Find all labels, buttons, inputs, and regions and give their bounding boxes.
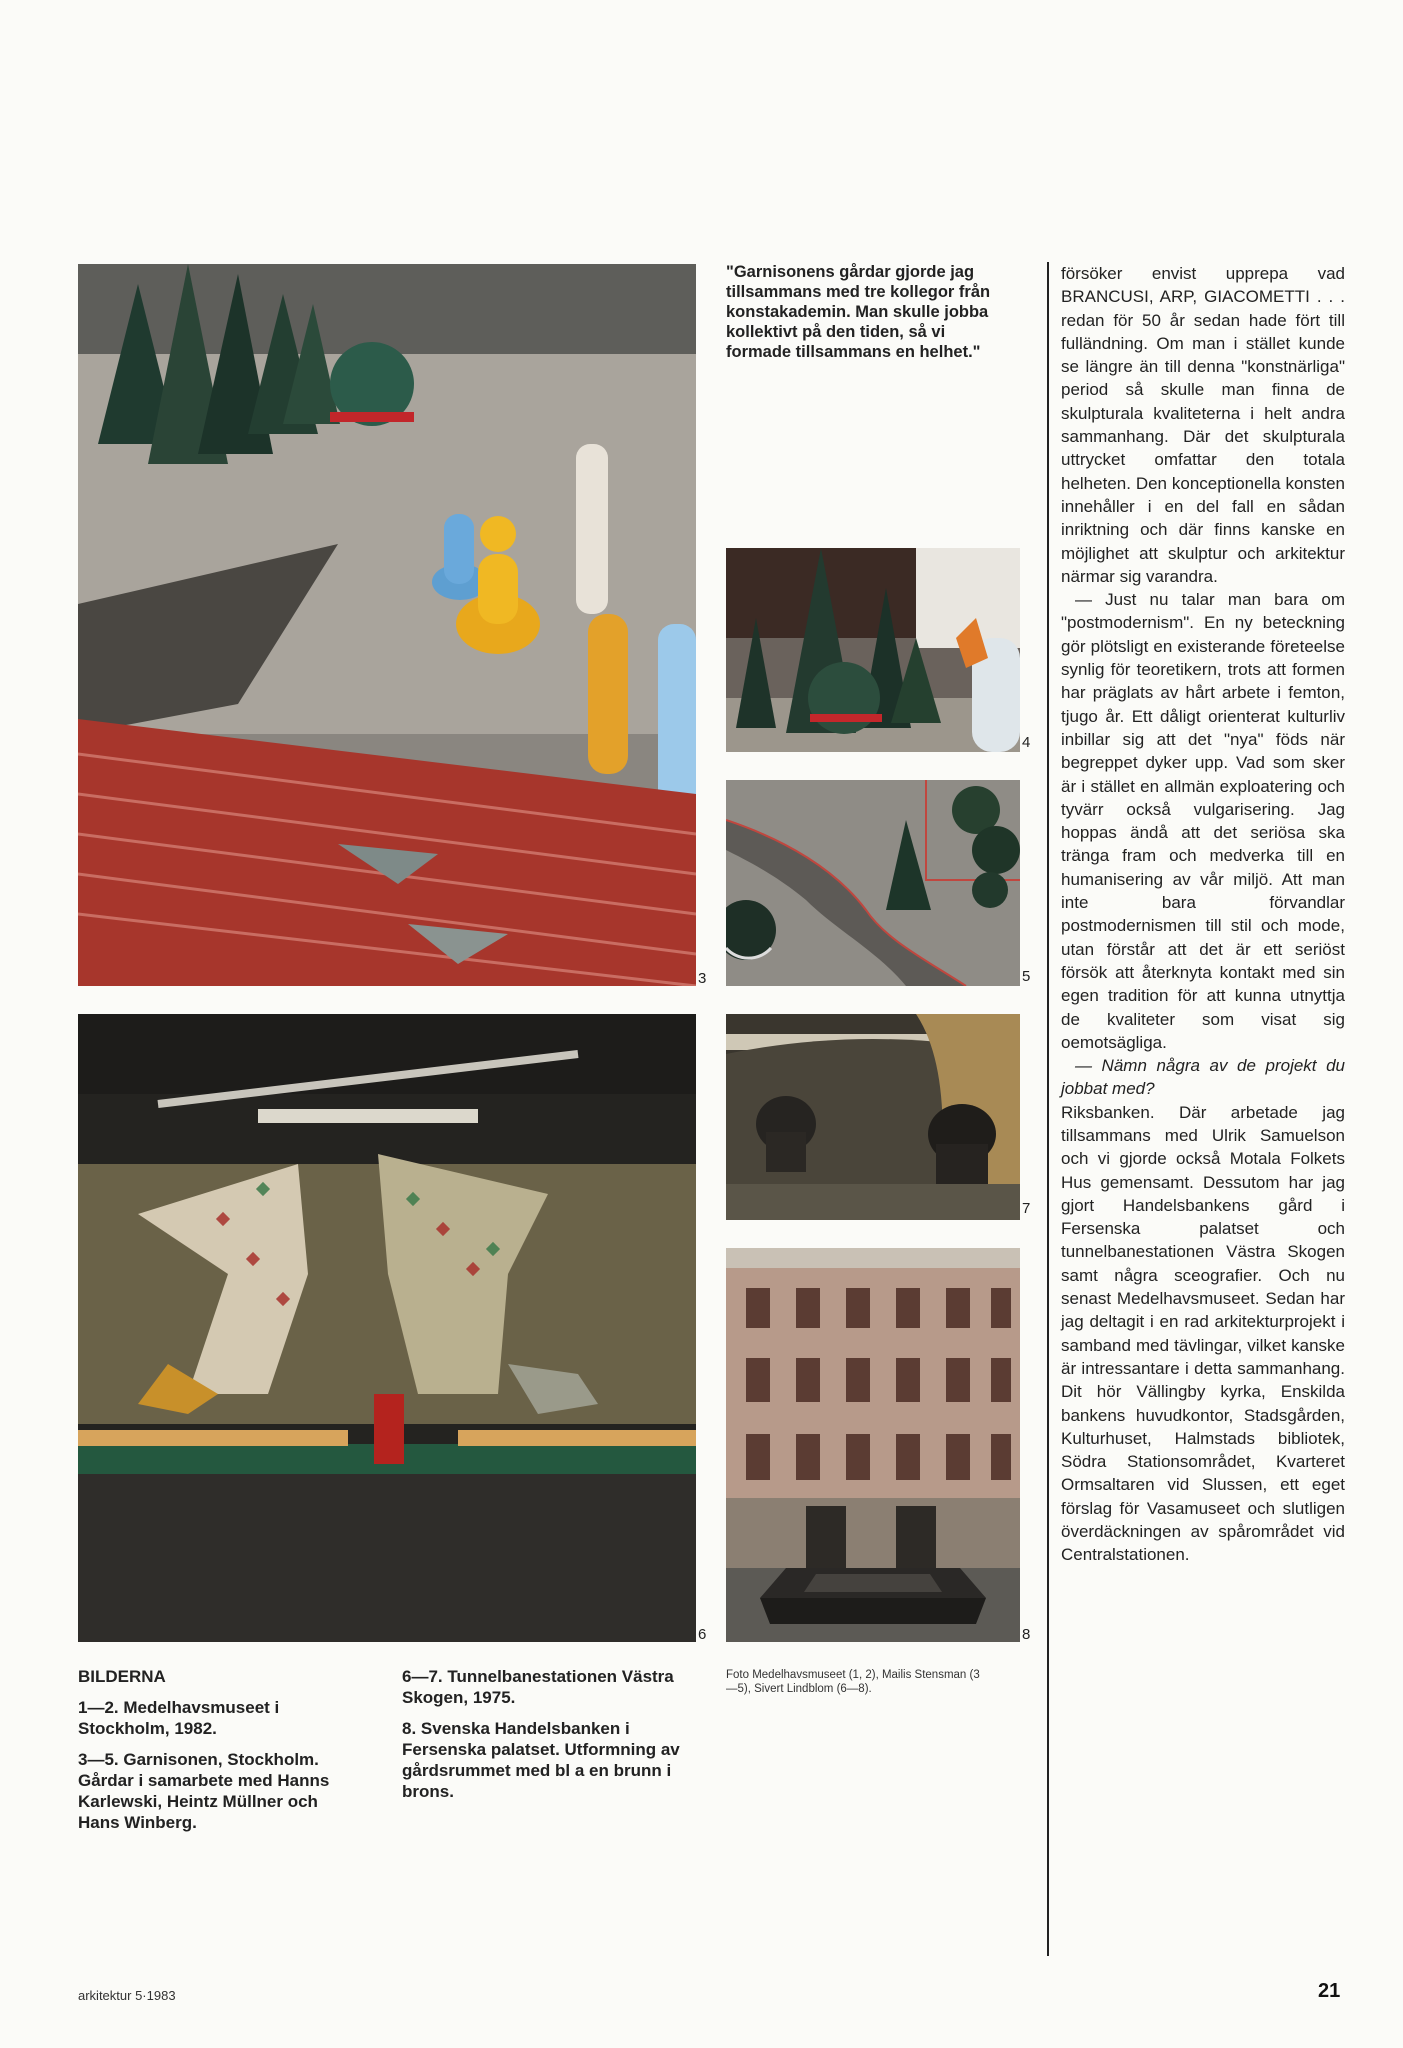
caption-1-2: 1—2. Medelhavsmuseet i Stockholm, 1982. — [78, 1698, 280, 1738]
photo-7-vastra-skogen-platform — [726, 1014, 1020, 1220]
captions-column-1 — [78, 1666, 348, 1843]
photo-6-vastra-skogen-mural — [78, 1014, 696, 1642]
body-paragraph-1: försöker envist upprepa vad BRANCUSI, ARP, GIACOMETTI . . . redan för 50 år sedan hade fört till fulländning. Om man i stället kunde se längre än till denna "konstnärliga" period så skulle man finna de skulpturala kvaliteterna i helt andra sammanhang. Där det skulpturala uttrycket omfattar den totala helheten. Den konceptionella konsten innehåller i en del fall en sådan inriktning och där finns kanske en möjlighet att skulptur och arkitektur närmar sig varandra. — [1061, 264, 1345, 586]
captions-heading: BILDERNA — [78, 1667, 166, 1686]
figure-number-5: 5 — [1022, 968, 1031, 985]
magazine-issue: arkitektur 5·1983 — [78, 1988, 176, 2003]
caption-3-5: 3—5. Garnisonen, Stockholm. Gårdar i samarbete med Hanns Karlewski, Heintz Müllner och Hans Winberg. — [78, 1750, 330, 1832]
figure-number-4: 4 — [1022, 734, 1031, 751]
photo-3-garnisonen-courtyard — [78, 264, 696, 986]
photo-4-garnisonen-hedges — [726, 548, 1020, 752]
photo-credit: Foto Medelhavsmuseet (1, 2), Mailis Stensman (3—5), Sivert Lindblom (6—8). — [726, 1669, 980, 1695]
body-paragraph-answer: Riksbanken. Där arbetade jag tillsammans med Ulrik Samuelson och vi gjorde också Motala Folkets Hus gemensamt. Dessutom har jag gjort Handelsbankens gård i Fersenska palatset och tunnelbanestationen Västra Skogen samt några sceografier. Och nu senast Medelhavsmuseet. Sedan har jag deltagit i en rad arkitekturprojekt i samband med tävlingar, vilket kanske är intressantare i detta sammanhang. Dit hör Vällingby kyrka, Enskilda bankens huvudkontor, Stadsgården, Kulturhuset, Halmstads bibliotek, Södra Stationsområdet, Kvarteret Ormsaltaren vid Slussen, ett eget förslag för Vasamuseet och slutligen överdäckningen av spårområdet vid Centralstationen. — [1061, 1102, 1345, 1565]
figure-number-6: 6 — [698, 1626, 707, 1643]
caption-6-7: 6—7. Tunnelbanestationen Västra Skogen, 1975. — [402, 1667, 674, 1707]
figure-number-3: 3 — [698, 970, 707, 987]
photo-8-fersenska-palatset-courtyard — [726, 1248, 1020, 1642]
pull-quote: "Garnisonens gårdar gjorde jag tillsammans med tre kollegor från konstakademin. Man skulle jobba kollektivt på den tiden, så vi formade tillsammans en helhet." — [726, 263, 991, 361]
figure-number-8: 8 — [1022, 1626, 1031, 1643]
caption-8: 8. Svenska Handelsbanken i Fersenska palatset. Utformning av gårdsrummet med bl a en brunn i brons. — [402, 1719, 680, 1801]
captions-column-2 — [402, 1666, 692, 1812]
figure-number-7: 7 — [1022, 1200, 1031, 1217]
article-body-column — [1061, 262, 1345, 1567]
body-paragraph-2: — Just nu talar man bara om "postmodernism". En ny beteckning gör plötsligt en existerande företeelse synlig för teoretikern, trots att formen har präglats av hårt arbete i femton, tjugo år. Ett dåligt orienterat kulturliv inbillar sig att det "nya" föds när begreppet dyker upp. Vad som sker är i stället en allmän exploatering och tyvärr också vulgarisering. Jag hoppas ändå att det seriösa ska tränga fram och medverka till en humanisering av vår miljö. Att man inte bara förvandlar postmodernismen till stil och mode, utan förstår att det är ett seriöst försök att återknyta kontakt med sin egen tradition för att kunna utnyttja de kvaliteter som visat sig oemotsägliga. — [1061, 590, 1345, 1052]
interview-question: — Nämn några av de projekt du jobbat med? — [1061, 1056, 1345, 1099]
photo-5-garnisonen-path — [726, 780, 1020, 986]
column-rule — [1047, 262, 1049, 1956]
page-number: 21 — [1318, 1980, 1341, 2002]
